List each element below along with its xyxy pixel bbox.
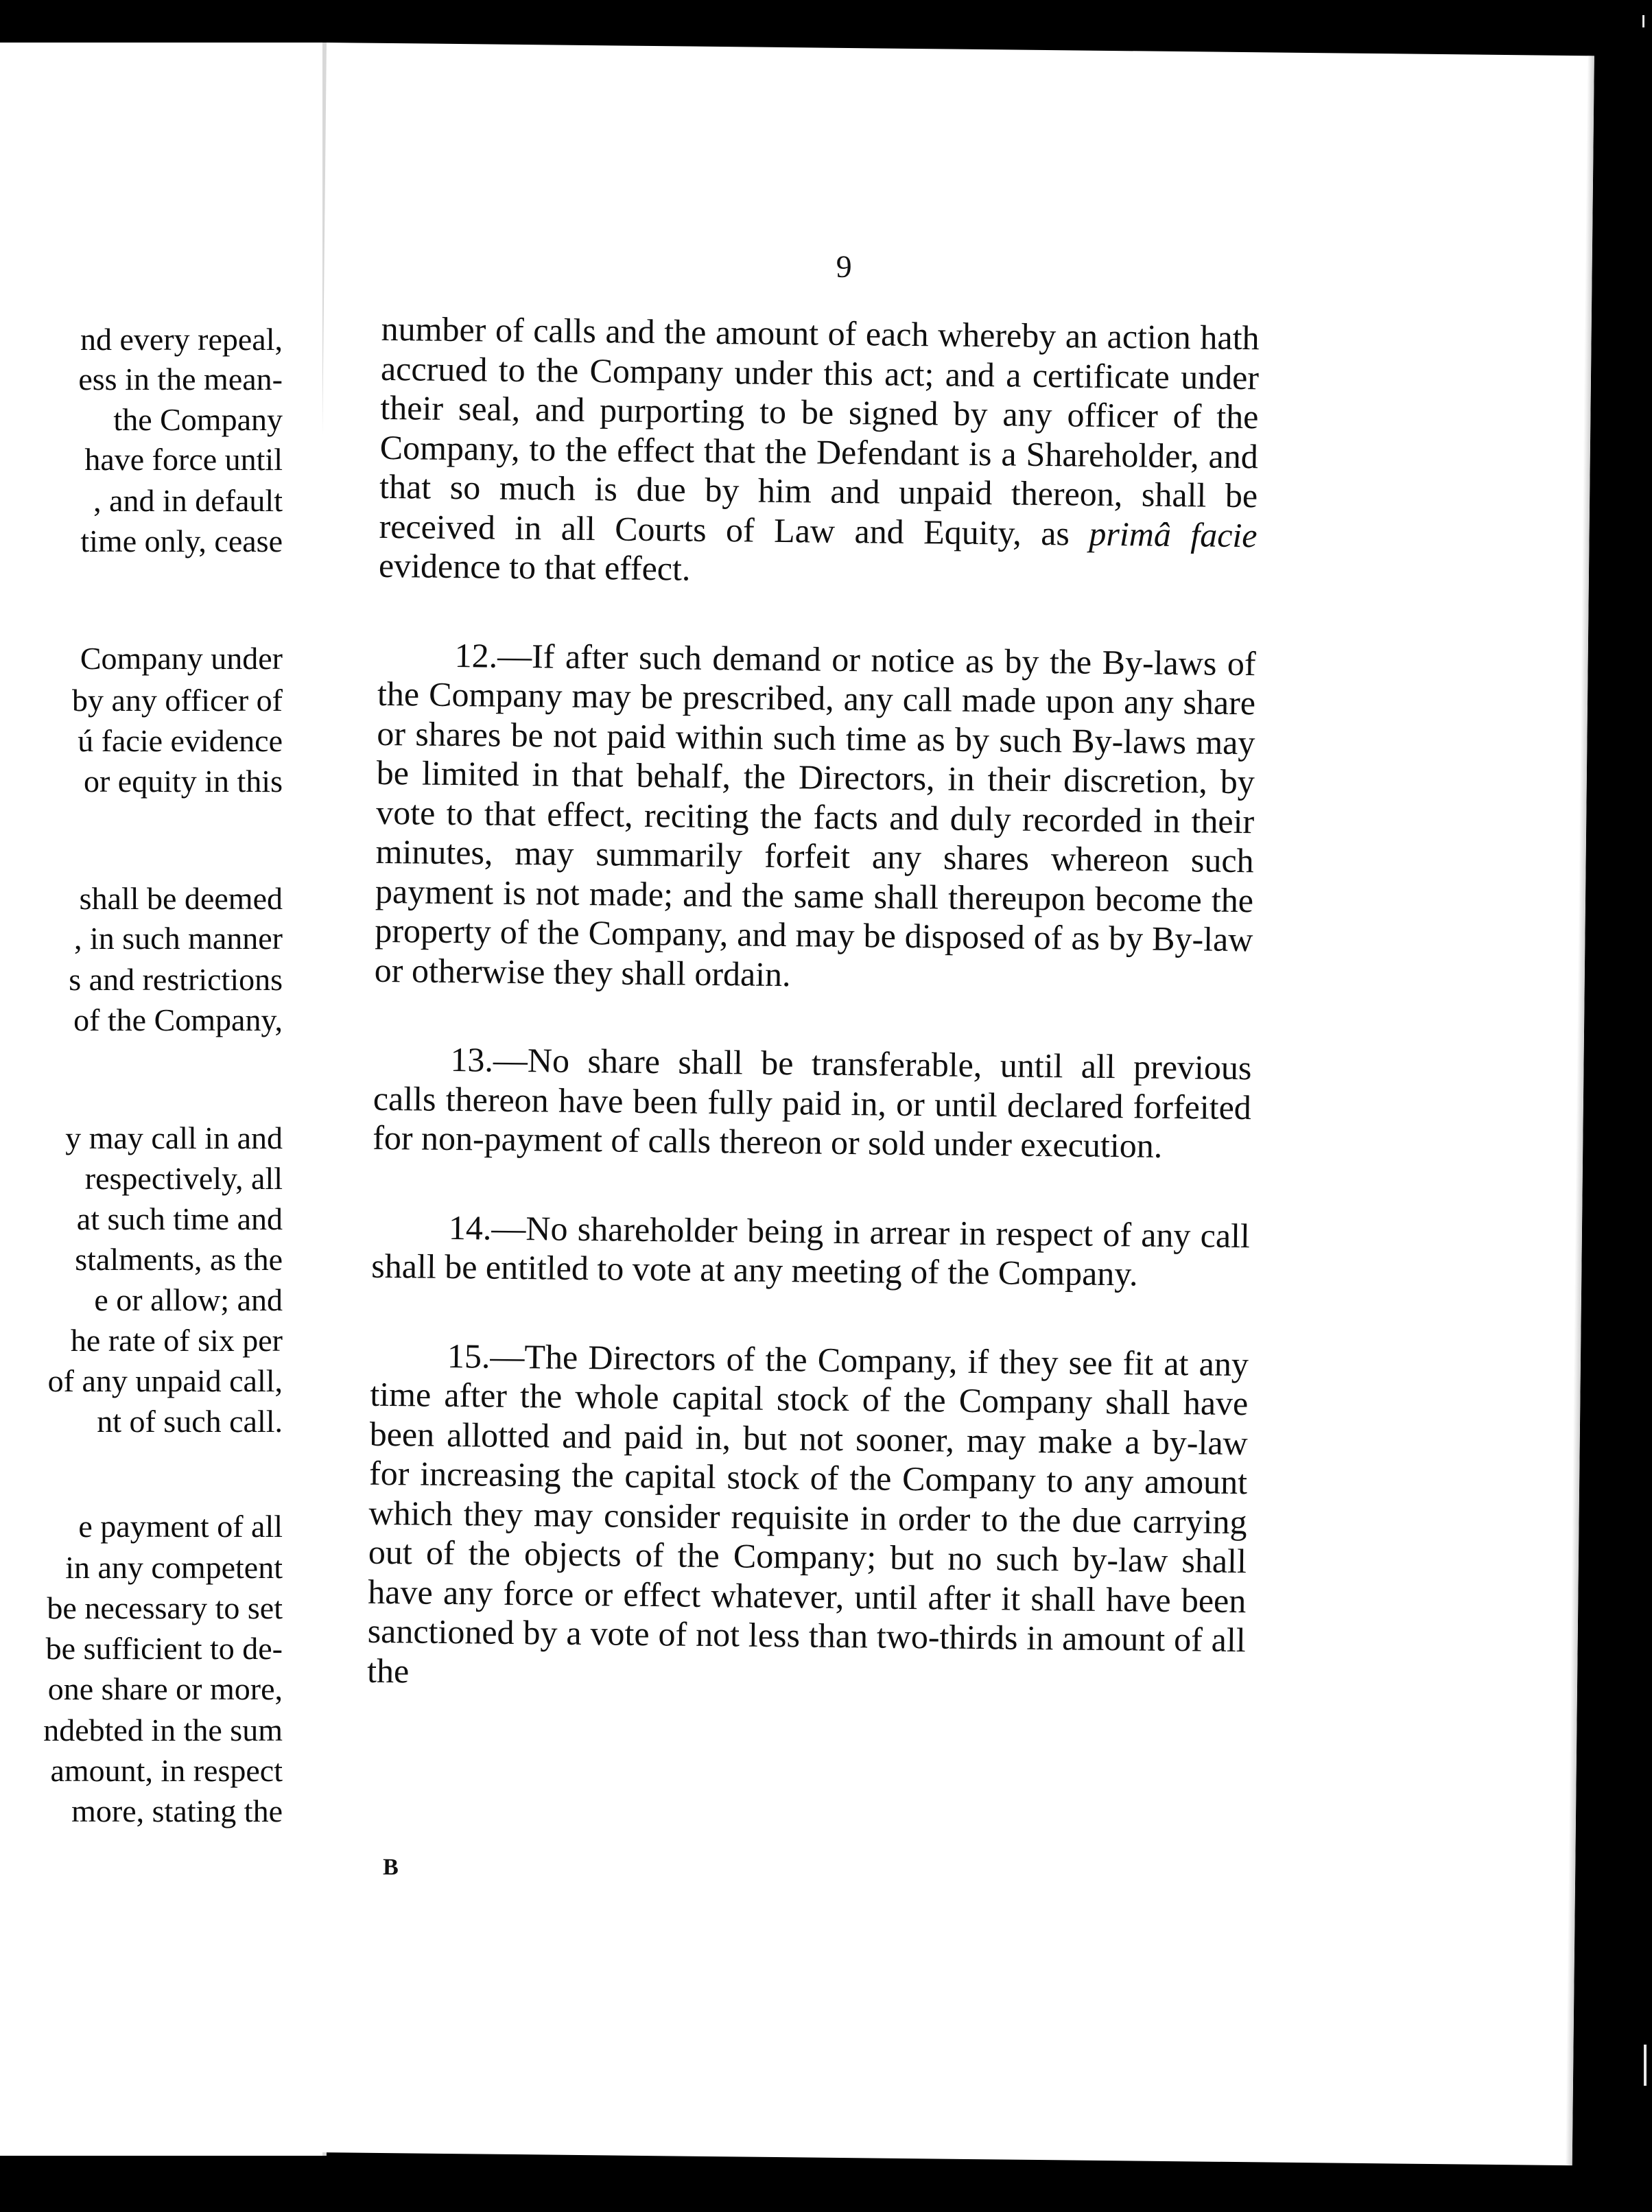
page-edge-shadow — [1566, 56, 1594, 2165]
left-line: amount, in respect — [50, 1753, 283, 1788]
left-line: e or allow; and — [94, 1282, 283, 1317]
left-line: , in such manner — [73, 921, 283, 956]
page-number: 9 — [836, 248, 852, 285]
left-line: respectively, all — [84, 1161, 283, 1196]
left-line: by any officer of — [72, 683, 283, 718]
right-page — [305, 43, 1594, 2165]
paragraph-text: evidence to that effect. — [378, 545, 691, 588]
left-line: nt of such call. — [97, 1404, 283, 1439]
left-page — [0, 43, 322, 2156]
left-line: time only, cease — [80, 523, 283, 558]
left-line: in any competent — [65, 1550, 283, 1585]
section-15: 15.—The Directors of the Company, if they see fit at any time after the whole capital stock of the Company shall have been allotted and paid in, but not sooner, may make a by-law for increasing the capital stock of the Company to any amount which they may consider requisite in order to the due carrying out of the objects of the Company; but no such by-law shall have any force or effect whatever, until after it shall have been sanctioned by a vote of not less than two-thirds in amount of all the — [366, 1336, 1249, 1690]
signature-mark: B — [382, 1855, 399, 1881]
left-line: y may call in and — [65, 1120, 283, 1155]
left-line: or equity in this — [83, 764, 283, 799]
left-line: have force until — [84, 442, 283, 477]
left-line: be necessary to set — [47, 1590, 283, 1625]
section-12: 12.—If after such demand or notice as by the By-laws of the Company may be prescribed, any call made upon any share or shares be not paid within such time as by such By-laws may be limited in that behalf, the Directors, in their discretion, by vote to that effect, reciting the facts and duly recorded in their minutes, may summarily forfeit any shares whereon such payment is not made; and the same shall thereupon become the property of the Company, and may be disposed of as by By-law or otherwise they shall ordain. — [374, 635, 1256, 993]
paragraph-continuation — [379, 309, 1260, 595]
scan-speck — [1642, 15, 1644, 27]
left-line: nd every repeal, — [80, 322, 283, 357]
section-14: 14.—No shareholder being in arrear in respect of any call shall be entitled to vote at any meeting of the Company. — [371, 1208, 1251, 1293]
latin-phrase: primâ facie — [1089, 514, 1258, 554]
scan-speck — [1644, 2045, 1647, 2086]
left-line: Company under — [80, 641, 283, 676]
page-body — [367, 309, 1260, 1699]
left-line: ú facie evidence — [78, 723, 283, 758]
left-line: ndebted in the sum — [43, 1713, 283, 1748]
left-line: the Company — [113, 402, 283, 437]
section-13: 13.—No share shall be transferable, until all previous calls thereon have been fully paid in, or until declared forfeited for non-payment of calls thereon or sold under execution. — [372, 1039, 1252, 1165]
left-line: e payment of all — [78, 1509, 283, 1544]
left-line: more, stating the — [71, 1793, 283, 1828]
paragraph-text: number of calls and the amount of each whereby an action hath accrued to the Company under this act; and a certificate under their seal, and purporting to be signed by any officer of the Company, to the effect that the Defendant is a Shareholder, and that so much is due by him and unpaid thereon, shall be received in all Courts of Law and Equity, as — [379, 309, 1260, 553]
left-line: ess in the mean- — [78, 362, 283, 397]
left-line: of the Company, — [73, 1002, 283, 1037]
left-line: at such time and — [76, 1201, 283, 1236]
left-line: stalments, as the — [75, 1242, 283, 1277]
left-line: , and in default — [93, 483, 283, 518]
left-line: he rate of six per — [70, 1323, 283, 1358]
left-line: shall be deemed — [79, 881, 283, 916]
left-line: one share or more, — [47, 1671, 283, 1706]
left-line: be sufficient to de- — [45, 1631, 283, 1666]
left-line: s and restrictions — [69, 962, 283, 997]
left-line: of any unpaid call, — [47, 1363, 283, 1398]
